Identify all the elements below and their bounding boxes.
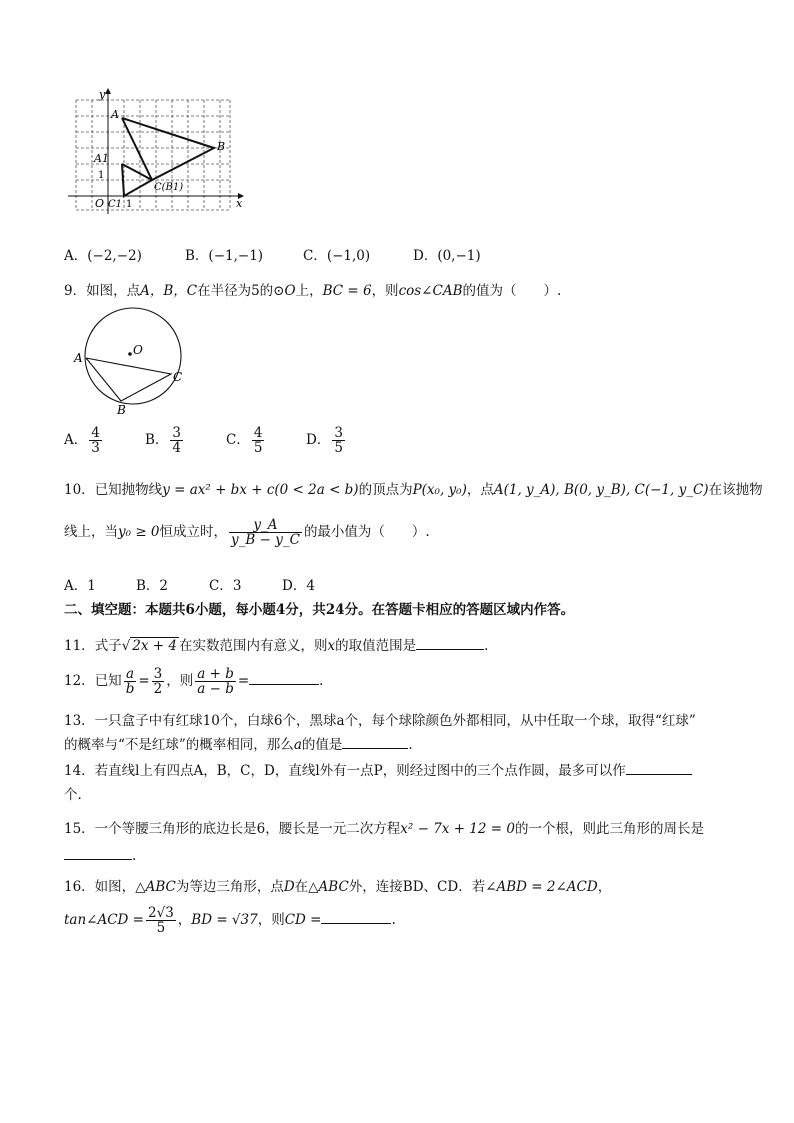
q8-option-a[interactable]: A．(−2,−2) xyxy=(64,248,142,264)
q14-line1: 14．若直线l上有四点A，B，C，D，直线l外有一点P，则经过图中的三个点作圆，最多可以作 xyxy=(64,759,692,779)
label-c1: C1 xyxy=(108,199,123,210)
q10-option-c[interactable]: C．3 xyxy=(209,578,242,594)
q8-option-c[interactable]: C．(−1,0) xyxy=(303,248,371,264)
q12-answer-blank[interactable] xyxy=(249,683,319,685)
q9-option-d[interactable]: D． $\frac{3}{5}$ xyxy=(306,425,343,457)
label-c-b1: C(B1) xyxy=(154,182,184,193)
q8-coordinate-figure xyxy=(64,86,254,218)
q10-option-d[interactable]: D．4 xyxy=(282,578,315,594)
q9-option-a[interactable]: A． $\frac{4}{3}$ xyxy=(64,425,100,457)
q15-line1: 15．一个等腰三角形的底边长是6，腰长是一元二次方程x² − 7x + 12 = 0的一个根，则此三角形的周长是 xyxy=(64,821,704,837)
q8-option-b[interactable]: B．(−1,−1) xyxy=(185,248,264,264)
q13-line1: 13．一只盒子中有红球10个，白球6个，黑球a个，每个球除颜色外都相同，从中任取一个球，取得“红球” xyxy=(64,713,696,729)
q16-answer-blank[interactable] xyxy=(321,922,391,924)
tick-1-y: 1 xyxy=(98,170,105,181)
q11-stem: 11．式子√ 2x + 4 在实数范围内有意义，则x的取值范围是 . xyxy=(64,638,489,654)
q9-label-b: B xyxy=(117,403,126,416)
label-o: O xyxy=(95,197,105,210)
q9-label-a: A xyxy=(74,351,83,365)
q9-stem: 9．如图，点A，B，C在半径为5的⊙O上，BC = 6，则cos∠CAB的值为（ ）. xyxy=(64,283,562,299)
q11-answer-blank[interactable] xyxy=(416,648,484,650)
label-y: y xyxy=(99,88,106,101)
q14-line2: 个. xyxy=(64,787,82,803)
q9-option-c[interactable]: C． $\frac{4}{5}$ xyxy=(226,425,263,457)
tick-1-x: 1 xyxy=(126,199,133,210)
q9-option-b[interactable]: B． $\frac{3}{4}$ xyxy=(145,425,182,457)
q9-circle-figure xyxy=(70,306,200,416)
label-a1: A1 xyxy=(94,152,109,165)
q13-line2: 的概率与“不是红球”的概率相同，那么a的值是 . xyxy=(64,737,413,753)
q10-option-a[interactable]: A．1 xyxy=(64,578,96,594)
q9-label-c: C xyxy=(173,370,183,384)
q13-answer-blank[interactable] xyxy=(342,747,408,749)
q16-line2: tan∠ACD = $\frac{2√3}{5}$ ，BD = √37，则CD = . xyxy=(64,905,396,937)
q15-answer-blank[interactable] xyxy=(64,858,132,860)
q8-option-d[interactable]: D．(0,−1) xyxy=(413,248,481,264)
section-2-heading: 二、填空题：本题共6小题，每小题4分，共24分。在答题卡相应的答题区域内作答。 xyxy=(64,602,575,618)
label-x: x xyxy=(236,197,243,210)
q16-line1: 16．如图，△ABC为等边三角形，点D在△ABC外，连接BD、CD．若∠ABD = 2∠ACD， xyxy=(64,879,612,895)
q9-label-o: O xyxy=(133,343,143,357)
q12-stem: 12．已知 $\frac{a}{b}$ = $\frac{3}{2}$ ，则 $\frac{a + b}{a - b}$ = . xyxy=(64,666,324,698)
q10-stem-line1: 10．已知抛物线y = ax² + bx + c(0 < 2a < b)的顶点为P(x₀, y₀)，点A(1, y_A), B(0, y_B), C(−1, y_C)在该抛物 xyxy=(64,482,763,498)
q10-option-b[interactable]: B．2 xyxy=(136,578,169,594)
q10-stem-line2: 线上，当y₀ ≥ 0恒成立时， $\frac{y\_A}{y\_B - y\_C}$ 的最小值为（ ）. xyxy=(64,517,430,549)
label-a: A xyxy=(111,108,119,121)
q15-line2: . xyxy=(64,848,136,864)
q14-answer-blank[interactable] xyxy=(626,773,692,775)
label-b: B xyxy=(217,140,226,153)
